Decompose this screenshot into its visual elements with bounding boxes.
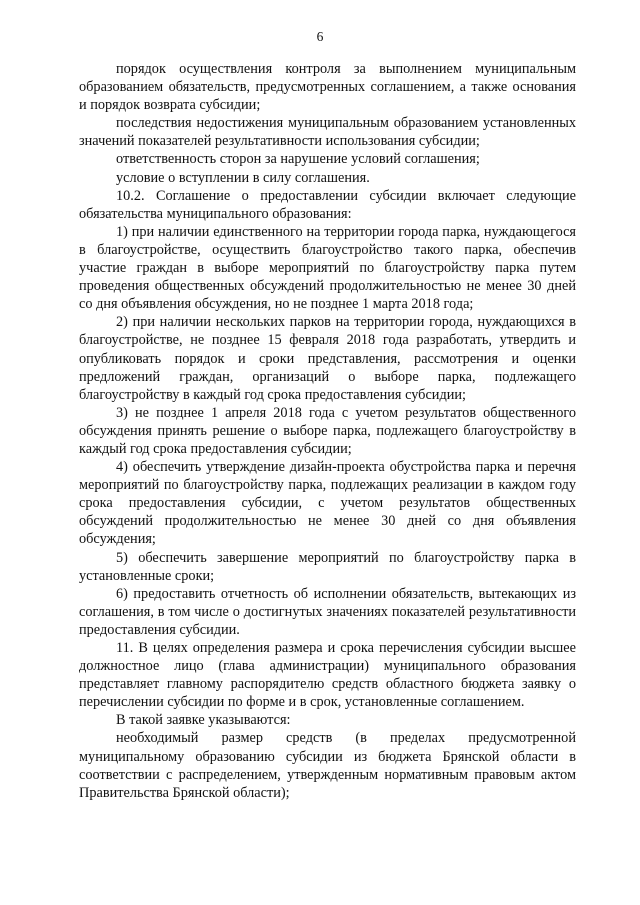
paragraph: 11. В целях определения размера и срока перечисления субсидии высшее должностное лицо (глава администрации) муниципального образования представляет главному распорядителю средств областного бюджета заявку о перечислении субсидии по форме и в срок, установленные соглашением. xyxy=(79,640,576,711)
paragraph: В такой заявке указываются: xyxy=(116,712,291,729)
paragraph: ответственность сторон за нарушение условий соглашения; xyxy=(116,151,480,168)
paragraph: 4) обеспечить утверждение дизайн-проекта обустройства парка и перечня мероприятий по благоустройству парка, подлежащих реализации в каждом году срока предоставления субсидии, с учетом результатов общественных обсуждений продолжительностью не менее 30 дней со дня объявления обсуждения; xyxy=(79,459,576,548)
paragraph: последствия недостижения муниципальным образованием установленных значений показателей результативности использования субсидии; xyxy=(79,115,576,150)
page-number: 6 xyxy=(316,29,324,44)
paragraph: условие о вступлении в силу соглашения. xyxy=(116,169,370,186)
paragraph: 1) при наличии единственного на территории города парка, нуждающегося в благоустройстве, осуществить благоустройство такого парка, обеспечив участие граждан в выборе мероприятий по благоустройству парка путем проведения общественных обсуждений продолжительностью не менее 30 дней со дня объявления обсуждения, но не позднее 1 марта 2018 года; xyxy=(79,223,576,313)
paragraph: 6) предоставить отчетность об исполнении обязательств, вытекающих из соглашения, в том числе о достигнутых значениях показателей результативности предоставления субсидии. xyxy=(79,585,576,638)
paragraph: 2) при наличии нескольких парков на территории города, нуждающихся в благоустройстве, не позднее 15 февраля 2018 года разработать, утвердить и опубликовать порядок и сроки представления, рассмотрения и оценки предложений граждан, организаций о выборе парка, подлежащего благоустройству в каждый год срока предоставления субсидии; xyxy=(79,314,576,403)
paragraph: 5) обеспечить завершение мероприятий по благоустройству парка в установленные сроки; xyxy=(79,549,576,584)
paragraph: 3) не позднее 1 апреля 2018 года с учетом результатов общественного обсуждения принять решение о выборе парка, подлежащего благоустройству в каждый год срока предоставления субсидии; xyxy=(79,404,576,457)
paragraph: 10.2. Соглашение о предоставлении субсидии включает следующие обязательства муниципального образования: xyxy=(79,187,576,222)
document-body xyxy=(79,60,576,802)
paragraph: необходимый размер средств (в пределах предусмотренной муниципальному образованию субсидии из бюджета Брянской области в соответствии с распределением, утвержденным нормативным правовым актом Правительства Брянской области); xyxy=(79,730,576,801)
paragraph: порядок осуществления контроля за выполнением муниципальным образованием обязательств, предусмотренных соглашением, а также основания и порядок возврата субсидии; xyxy=(79,61,576,114)
